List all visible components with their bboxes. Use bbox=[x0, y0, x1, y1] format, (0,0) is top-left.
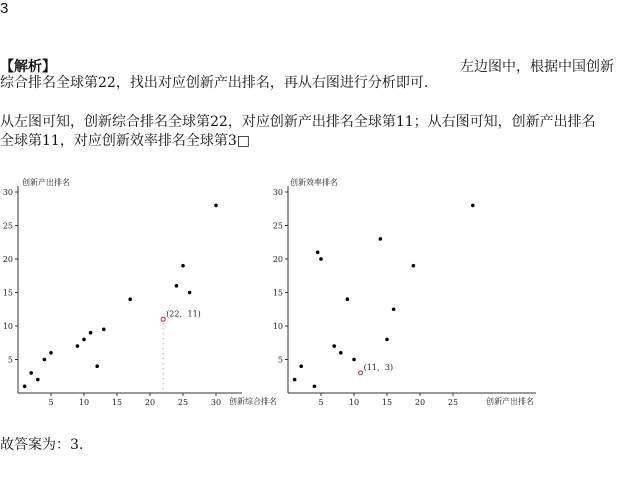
left-y-tick-label: 25 bbox=[2, 221, 13, 231]
left-data-point bbox=[82, 338, 86, 342]
left-y-tick-label: 15 bbox=[2, 288, 13, 298]
right-ylabel: 创新效率排名 bbox=[290, 178, 338, 187]
right-y-tick-label: 5 bbox=[277, 355, 283, 365]
right-y-tick-label: 10 bbox=[272, 322, 283, 331]
left-data-point bbox=[76, 344, 80, 348]
right-y-tick-label: 20 bbox=[272, 255, 283, 264]
right-data-point bbox=[339, 351, 343, 355]
analysis-line2: 综合排名全球第22，找出对应创新产出排名，再从右图进行分析即可. bbox=[0, 75, 429, 91]
analysis-line1-right: 左边图中，根据中国创新 bbox=[460, 59, 614, 75]
left-y-tick-label: 30 bbox=[2, 188, 13, 197]
right-x-tick-label: 25 bbox=[447, 398, 459, 407]
right-y-tick-label: 25 bbox=[272, 221, 283, 231]
left-data-point bbox=[49, 351, 53, 355]
right-data-point bbox=[385, 338, 389, 342]
right-data-point bbox=[319, 257, 323, 261]
right-scatter-chart bbox=[268, 172, 558, 412]
left-data-point bbox=[29, 371, 33, 375]
right-x-tick-label: 20 bbox=[414, 398, 426, 407]
left-scatter-chart bbox=[0, 172, 277, 412]
right-data-point bbox=[293, 378, 297, 382]
left-data-point bbox=[102, 328, 106, 332]
right-data-point bbox=[299, 364, 303, 368]
right-y-tick-label: 15 bbox=[272, 288, 283, 298]
left-data-point bbox=[175, 284, 179, 288]
left-highlight-point bbox=[161, 317, 165, 321]
left-xlabel: 创新综合排名 bbox=[229, 397, 277, 406]
right-data-point bbox=[412, 264, 416, 268]
left-x-tick-label: 25 bbox=[177, 398, 189, 407]
left-data-point bbox=[181, 264, 185, 268]
question-number: 3 bbox=[0, 0, 9, 17]
left-x-tick-label: 10 bbox=[78, 398, 90, 407]
right-data-point bbox=[346, 297, 350, 301]
left-y-tick-label: 10 bbox=[2, 322, 13, 331]
right-data-point bbox=[471, 204, 475, 208]
right-x-tick-label: 10 bbox=[348, 398, 360, 407]
left-data-point bbox=[95, 364, 99, 368]
left-data-point bbox=[43, 358, 47, 362]
right-xlabel: 创新产出排名 bbox=[486, 397, 534, 406]
right-data-point bbox=[316, 251, 320, 255]
left-data-point bbox=[188, 291, 192, 295]
right-x-tick-label: 15 bbox=[381, 398, 393, 407]
left-data-point bbox=[214, 204, 218, 208]
left-y-tick-label: 5 bbox=[7, 355, 13, 365]
left-x-tick-label: 20 bbox=[144, 398, 156, 407]
left-data-point bbox=[23, 385, 27, 389]
left-highlight-label: (22，11) bbox=[166, 309, 201, 319]
right-data-point bbox=[392, 307, 396, 311]
left-y-tick-label: 20 bbox=[2, 255, 13, 264]
left-data-point bbox=[89, 331, 93, 335]
left-data-point bbox=[128, 297, 132, 301]
left-x-tick-label: 15 bbox=[111, 398, 123, 407]
answer-line: 故答案为：3. bbox=[0, 437, 84, 453]
right-highlight-label: (11，3) bbox=[363, 362, 394, 372]
right-data-point bbox=[379, 237, 383, 241]
analysis-tag: 【解析】 bbox=[0, 59, 56, 75]
right-y-tick-label: 30 bbox=[272, 188, 283, 197]
left-data-point bbox=[36, 378, 40, 382]
right-x-tick-label: 5 bbox=[318, 398, 324, 407]
right-data-point bbox=[352, 358, 356, 362]
left-ylabel: 创新产出排名 bbox=[22, 178, 70, 187]
right-data-point bbox=[313, 385, 317, 389]
right-highlight-point bbox=[359, 371, 363, 375]
left-x-tick-label: 5 bbox=[48, 398, 54, 407]
conclusion-line1: 从左图可知，创新综合排名全球第22，对应创新产出排名全球第11；从右图可知，创新产出排名 bbox=[0, 114, 596, 130]
conclusion-line2: 全球第11，对应创新效率排名全球第3□ bbox=[0, 133, 250, 149]
left-x-tick-label: 30 bbox=[210, 398, 222, 407]
right-data-point bbox=[332, 344, 336, 348]
